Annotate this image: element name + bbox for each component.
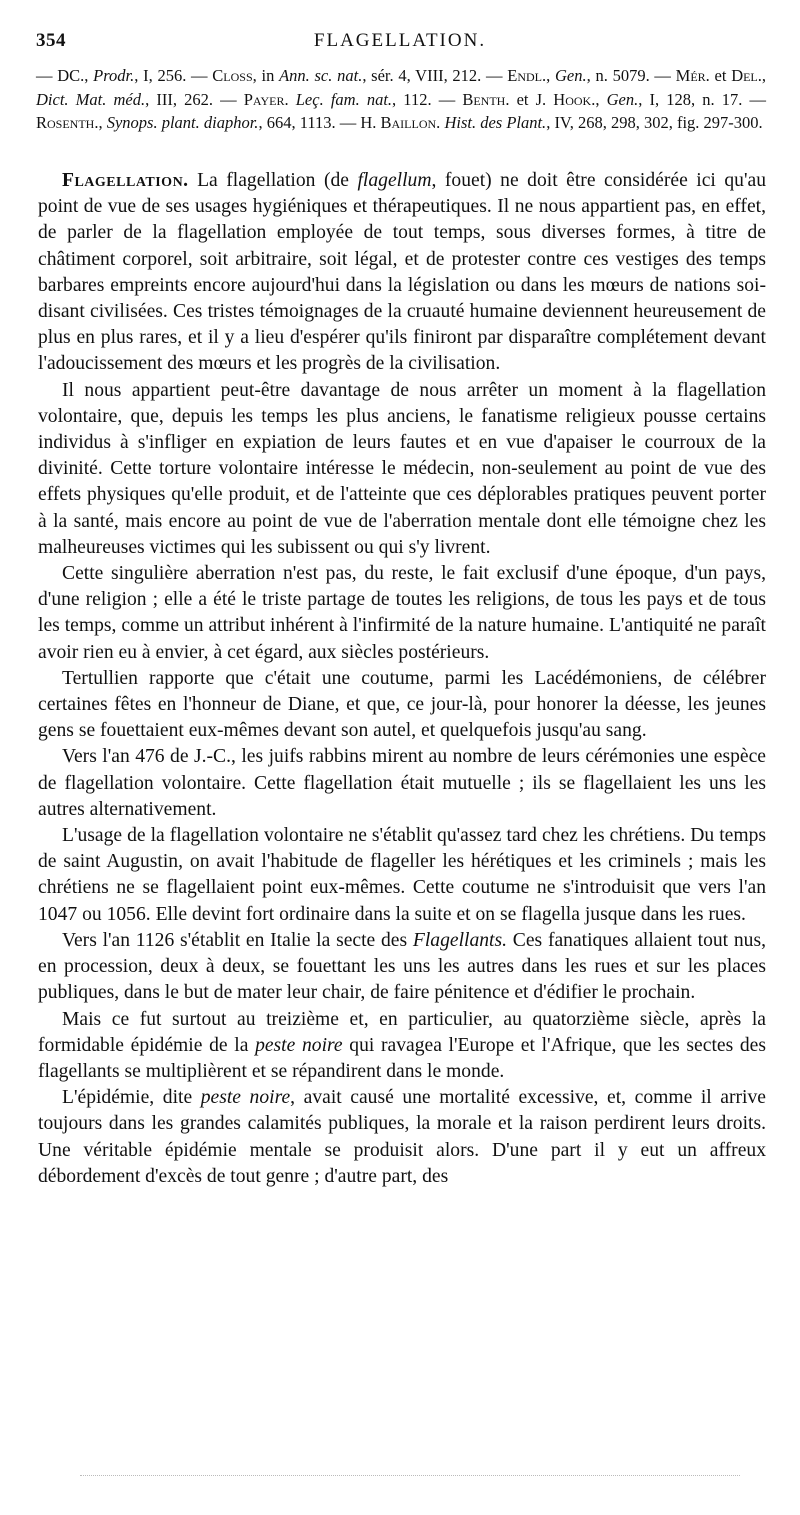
article-body	[38, 168, 766, 1190]
paragraph-4: Tertullien rapporte que c'était une coutume, parmi les Lacédémoniens, de célébrer certaines fêtes en l'honneur de Diane, et que, ce jour-là, pour honorer la déesse, les jeunes gens se fouettaient eux-mêmes devant son autel, et quelquefois jusqu'au sang.	[38, 667, 766, 742]
paragraph-9: L'épidémie, dite peste noire, avait causé une mortalité excessive, et, comme il arrive toujours dans les grandes calamités publiques, la morale et la raison perdirent leurs droits. Une véritable épidémie mentale se produisit alors. D'une part il y eut un affreux débordement d'excès de tout genre ; d'autre part, des	[38, 1087, 766, 1187]
paragraph-6: L'usage de la flagellation volontaire ne s'établit qu'assez tard chez les chrétiens. Du temps de saint Augustin, on avait l'habitude de flageller les hérétiques et les criminels ; mais les chrétiens ne se flagellaient point eux-mêmes. Cette coutume ne s'introduisit que vers l'an 1047 ou 1056. Elle devint fort ordinaire dans la suite et on se flagella jusque dans les rues.	[38, 825, 766, 925]
paragraph-8: Mais ce fut surtout au treizième et, en particulier, au quatorzième siècle, après la formidable épidémie de la peste noire qui ravagea l'Europe et l'Afrique, que les sectes des flagellants se multiplièrent et se répandirent dans le monde.	[38, 1008, 766, 1082]
paragraph-7: Vers l'an 1126 s'établit en Italie la secte des Flagellants. Ces fanatiques allaient tout nus, en procession, deux à deux, se fouettant les uns les autres dans les rues et sur les places publiques, dans le but de mater leur chair, de faire pénitence et d'édifier le prochain.	[38, 929, 766, 1004]
paragraph-5: Vers l'an 476 de J.-C., les juifs rabbins mirent au nombre de leurs cérémonies une espèce de flagellation volontaire. Cette flagellation était mutuelle ; ils se flagellaient les uns les autres alternativement.	[38, 746, 766, 820]
references-paragraph: — DC., Prodr., I, 256. — Closs, in Ann. sc. nat., sér. 4, VIII, 212. — Endl., Gen., n. 5079. — Mér. et Del., Dict. Mat. méd., III, 262. — Payer. Leç. fam. nat., 112. — Benth. et J. Hook., Gen., I, 128, n. 17. — Rosenth., Synops. plant. diaphor., 664, 1113. — H. Baillon. Hist. des Plant., IV, 268, 298, 302, fig. 297-300.	[36, 66, 767, 132]
paragraph-1: Flagellation. La flagellation (de flagellum, fouet) ne doit être considérée ici qu'au point de vue de ses usages hygiéniques et thérapeutiques. Il ne nous appartient pas, en effet, de parler de la flagellation employée de tout temps, sous diverses formes, à titre de châtiment corporel, soit arbitraire, soit légal, et de protester contre ces vestiges des temps barbares empreints encore aujourd'hui dans la législation ou dans les mœurs de nations soi-disant civilisées. Ces tristes témoignages de la cruauté humaine deviennent heureusement de plus en plus rares, et il y a lieu d'espérer qu'ils finiront par disparaître complétement devant l'adoucissement des mœurs et les progrès de la civilisation.	[38, 170, 766, 375]
paragraph-3: Cette singulière aberration n'est pas, du reste, le fait exclusif d'une époque, d'un pays, d'une religion ; elle a été le triste partage de toutes les religions, de tous les pays et de tous les temps, comme un attribut inhérent à l'infirmité de la nature humaine. L'antiquité ne paraît avoir rien eu à envier, à cet égard, aux siècles postérieurs.	[38, 563, 766, 663]
scan-noise-line	[80, 1475, 740, 1480]
page-header	[36, 30, 764, 56]
entry-term: Flagellation.	[62, 170, 189, 191]
running-title: FLAGELLATION.	[313, 30, 487, 51]
page-number: 354	[36, 30, 66, 51]
bibliographic-references	[36, 64, 766, 135]
paragraph-2: Il nous appartient peut-être davantage de nous arrêter un moment à la flagellation volontaire, que, depuis les temps les plus anciens, le fanatisme religieux pousse certains individus à s'infliger en expiation de leurs fautes et en vue d'apaiser le courroux de la divinité. Cette torture volontaire intéresse le médecin, non-seulement au point de vue des effets physiques qu'elle produit, et de l'atteinte que ces déplorables pratiques peuvent porter à la santé, mais encore au point de vue de l'aberration mentale dont elle témoigne chez les malheureuses victimes qui les subissent ou qui s'y livrent.	[38, 379, 766, 558]
